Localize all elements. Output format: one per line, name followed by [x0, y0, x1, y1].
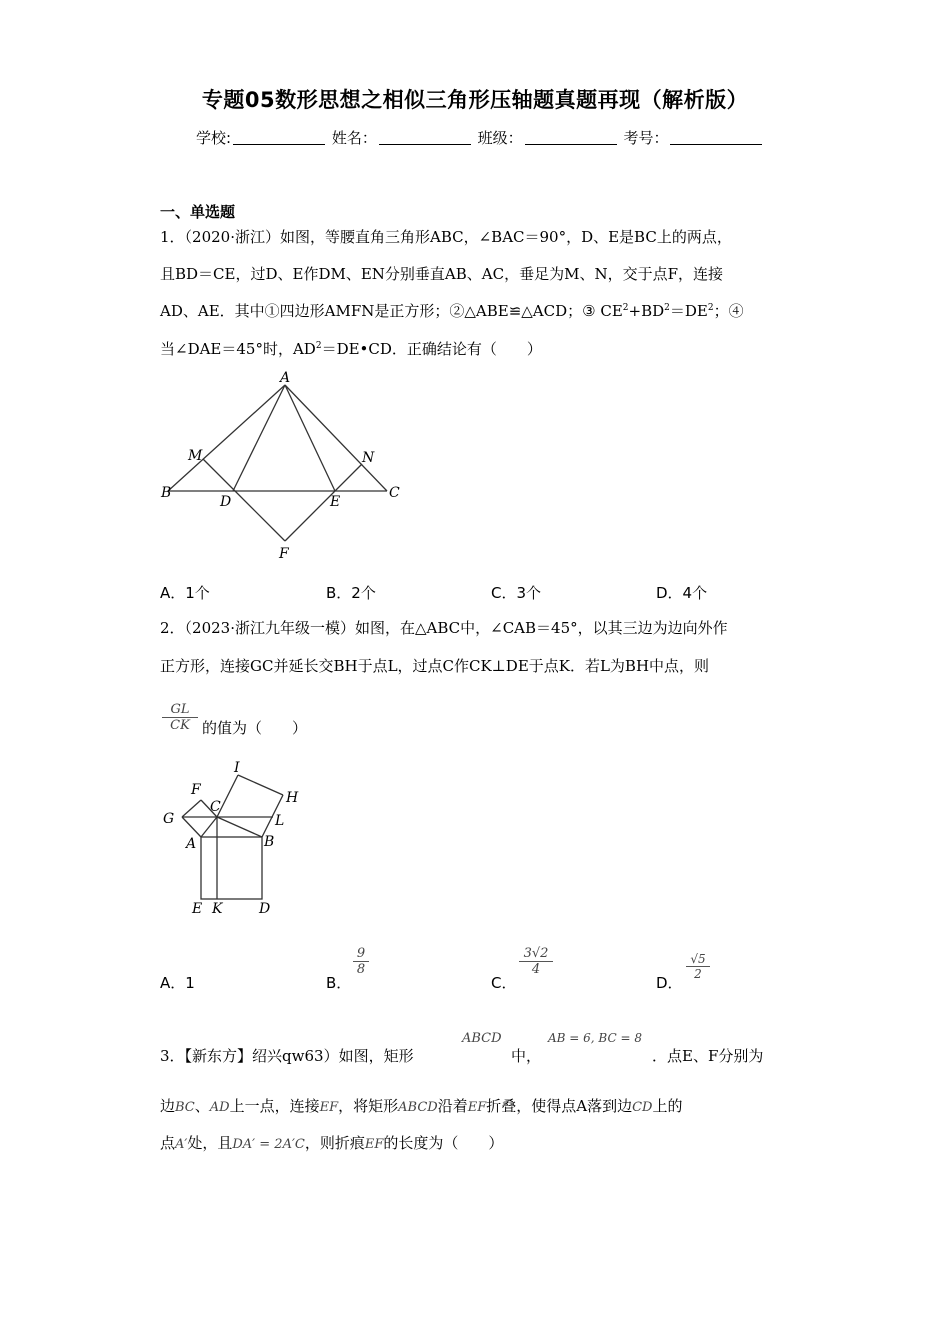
q2-option-a[interactable]: A．1	[160, 974, 195, 992]
school-label: 学校:	[196, 129, 232, 147]
q2-line-2: 正方形，连接GC并延长交BH于点L，过点C作CK⊥DE于点K．若L为BH中点，则	[160, 657, 710, 675]
exam-number-label: 考号：	[623, 129, 669, 147]
q2-fraction-gl-ck: $\frac{GL}{CK}$	[162, 702, 198, 733]
q1-option-d[interactable]: D．4个	[656, 584, 708, 602]
q2-option-c[interactable]: C．	[491, 974, 517, 992]
q1-option-b[interactable]: B．2个	[326, 584, 376, 602]
q3-line-1: 3．【新东方】绍兴qw63）如图，矩形	[160, 1047, 414, 1065]
q1-label-n: N	[362, 450, 375, 466]
section-heading: 一、单选题	[160, 203, 236, 221]
q1-option-c[interactable]: C．3个	[491, 584, 542, 602]
q2-label-e: E	[192, 901, 203, 917]
q2-option-d[interactable]: D．	[656, 974, 683, 992]
q1-line-1: 1．（2020·浙江）如图，等腰直角三角形ABC，∠BAC＝90°，D、E是BC上的两点，	[160, 228, 732, 246]
q3-rect-abcd: ABCD	[462, 1031, 502, 1046]
q2-label-g: G	[163, 811, 175, 827]
q2-label-l: L	[275, 813, 285, 829]
q2-label-b: B	[264, 834, 275, 850]
q1-line-3: AD、AE．其中①四边形AMFN是正方形；②△ABE≌△ACD；③ $CE^2+BD^2=DE^2$；④	[160, 302, 744, 320]
q3-line-3: 点A′处，且DA′ = 2A′C，则折痕EF的长度为（ ）	[160, 1134, 504, 1152]
q3-line-1-end: ．点E、F分别为	[652, 1047, 764, 1065]
q2-label-d: D	[259, 901, 271, 917]
q2-label-a: A	[186, 836, 197, 852]
school-blank	[233, 130, 325, 145]
q1-label-d: D	[220, 494, 232, 510]
q2-option-c-fraction: $\frac{3√2}{4}$	[519, 946, 553, 977]
q2-label-h: H	[286, 790, 299, 806]
q1-label-f: F	[279, 546, 289, 562]
q2-option-d-fraction: $\frac{√5}{2}$	[686, 952, 710, 981]
name-label: 姓名：	[331, 129, 377, 147]
q1-label-b: B	[161, 485, 172, 501]
exam-number-blank	[670, 130, 762, 145]
q1-label-e: E	[330, 494, 341, 510]
class-label: 班级：	[477, 129, 523, 147]
q3-line-2: 边BC、AD上一点，连接EF，将矩形ABCD沿着EF折叠，使得点A落到边CD上的	[160, 1097, 683, 1115]
q3-line-1-mid: 中，	[511, 1047, 542, 1065]
q1-label-a: A	[280, 370, 291, 386]
q1-label-c: C	[389, 485, 400, 501]
q1-label-m: M	[188, 448, 203, 464]
name-blank	[379, 130, 471, 145]
class-blank	[525, 130, 617, 145]
q1-line-4: 当∠DAE＝45°时，$AD^2=DE•CD$．正确结论有（ ）	[160, 340, 542, 358]
q2-label-c: C	[210, 799, 221, 815]
q2-figure	[158, 755, 308, 920]
q2-option-b-fraction: $\frac{9}{8}$	[353, 946, 369, 977]
q2-label-i: I	[234, 760, 240, 776]
q1-line-2: 且BD＝CE，过D、E作DM、EN分别垂直AB、AC，垂足为M、N，交于点F，连接	[160, 265, 723, 283]
q2-line-1: 2．（2023·浙江九年级一模）如图，在△ABC中，∠CAB＝45°，以其三边为边向外作	[160, 619, 728, 637]
page-title: 专题05数形思想之相似三角形压轴题真题再现（解析版）	[201, 88, 749, 112]
q2-option-b[interactable]: B．	[326, 974, 352, 992]
q1-option-a[interactable]: A．1个	[160, 584, 210, 602]
q3-given-lengths: AB = 6, BC = 8	[548, 1031, 642, 1045]
q2-line-3: 的值为（ ）	[202, 719, 308, 737]
q2-label-k: K	[212, 901, 223, 917]
q2-label-f: F	[191, 782, 201, 798]
q1-figure	[155, 365, 415, 565]
student-info-line	[196, 127, 764, 148]
